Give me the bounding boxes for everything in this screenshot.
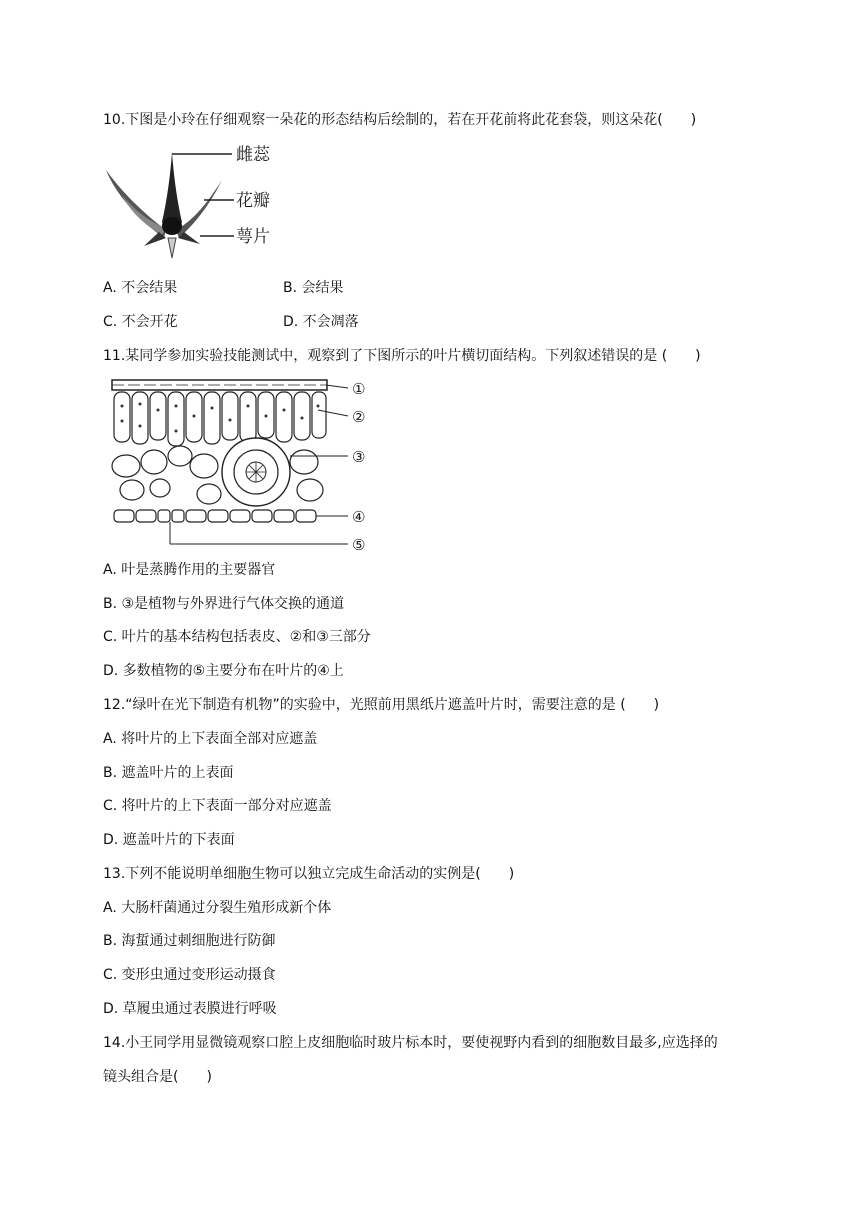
q13-option-b[interactable]: B. 海蜇通过刺细胞进行防御 bbox=[103, 933, 276, 949]
q10-option-a[interactable]: A. 不会结果 bbox=[103, 280, 178, 296]
label-3: ③ bbox=[352, 448, 366, 466]
q12-option-b[interactable]: B. 遮盖叶片的上表面 bbox=[103, 765, 234, 781]
q11-stem: 11.某同学参加实验技能测试中，观察到了下图所示的叶片横切面结构。下列叙述错误的是 ( ) bbox=[103, 348, 701, 364]
q14-stem-line1: 14.小王同学用显微镜观察口腔上皮细胞临时玻片标本时，要使视野内看到的细胞数目最多,应选择的 bbox=[103, 1035, 718, 1051]
flower-structure-figure bbox=[104, 140, 289, 265]
q13-stem: 13.下列不能说明单细胞生物可以独立完成生命活动的实例是( ) bbox=[103, 866, 515, 882]
q10-stem: 10.下图是小玲在仔细观察一朵花的形态结构后绘制的，若在开花前将此花套袋，则这朵花( ) bbox=[103, 112, 697, 128]
q13-option-c[interactable]: C. 变形虫通过变形运动摄食 bbox=[103, 967, 276, 983]
q11-option-b[interactable]: B. ③是植物与外界进行气体交换的通道 bbox=[103, 596, 345, 612]
q12-option-a[interactable]: A. 将叶片的上下表面全部对应遮盖 bbox=[103, 731, 318, 747]
q12-option-c[interactable]: C. 将叶片的上下表面一部分对应遮盖 bbox=[103, 798, 332, 814]
q13-option-d[interactable]: D. 草履虫通过表膜进行呼吸 bbox=[103, 1001, 277, 1017]
q12-option-d[interactable]: D. 遮盖叶片的下表面 bbox=[103, 832, 235, 848]
q10-option-b[interactable]: B. 会结果 bbox=[283, 280, 344, 296]
q10-option-d[interactable]: D. 不会凋落 bbox=[283, 314, 359, 330]
label-5: ⑤ bbox=[352, 536, 366, 554]
label-2: ② bbox=[352, 408, 366, 426]
label-4: ④ bbox=[352, 508, 366, 526]
q13-option-a[interactable]: A. 大肠杆菌通过分裂生殖形成新个体 bbox=[103, 900, 332, 916]
label-sepal: 萼片 bbox=[236, 227, 270, 247]
q11-option-d[interactable]: D. 多数植物的⑤主要分布在叶片的④上 bbox=[103, 663, 344, 679]
label-1: ① bbox=[352, 380, 366, 398]
q10-option-c[interactable]: C. 不会开花 bbox=[103, 314, 178, 330]
q11-option-a[interactable]: A. 叶是蒸腾作用的主要器官 bbox=[103, 562, 276, 578]
q11-option-c[interactable]: C. 叶片的基本结构包括表皮、②和③三部分 bbox=[103, 629, 371, 645]
q12-stem: 12.“绿叶在光下制造有机物”的实验中，光照前用黑纸片遮盖叶片时，需要注意的是 ( ) bbox=[103, 697, 660, 713]
leaf-cross-section-figure bbox=[104, 376, 374, 554]
label-pistil: 雌蕊 bbox=[236, 145, 270, 165]
label-petal: 花瓣 bbox=[236, 191, 270, 211]
q14-stem-line2: 镜头组合是( ) bbox=[103, 1069, 212, 1085]
